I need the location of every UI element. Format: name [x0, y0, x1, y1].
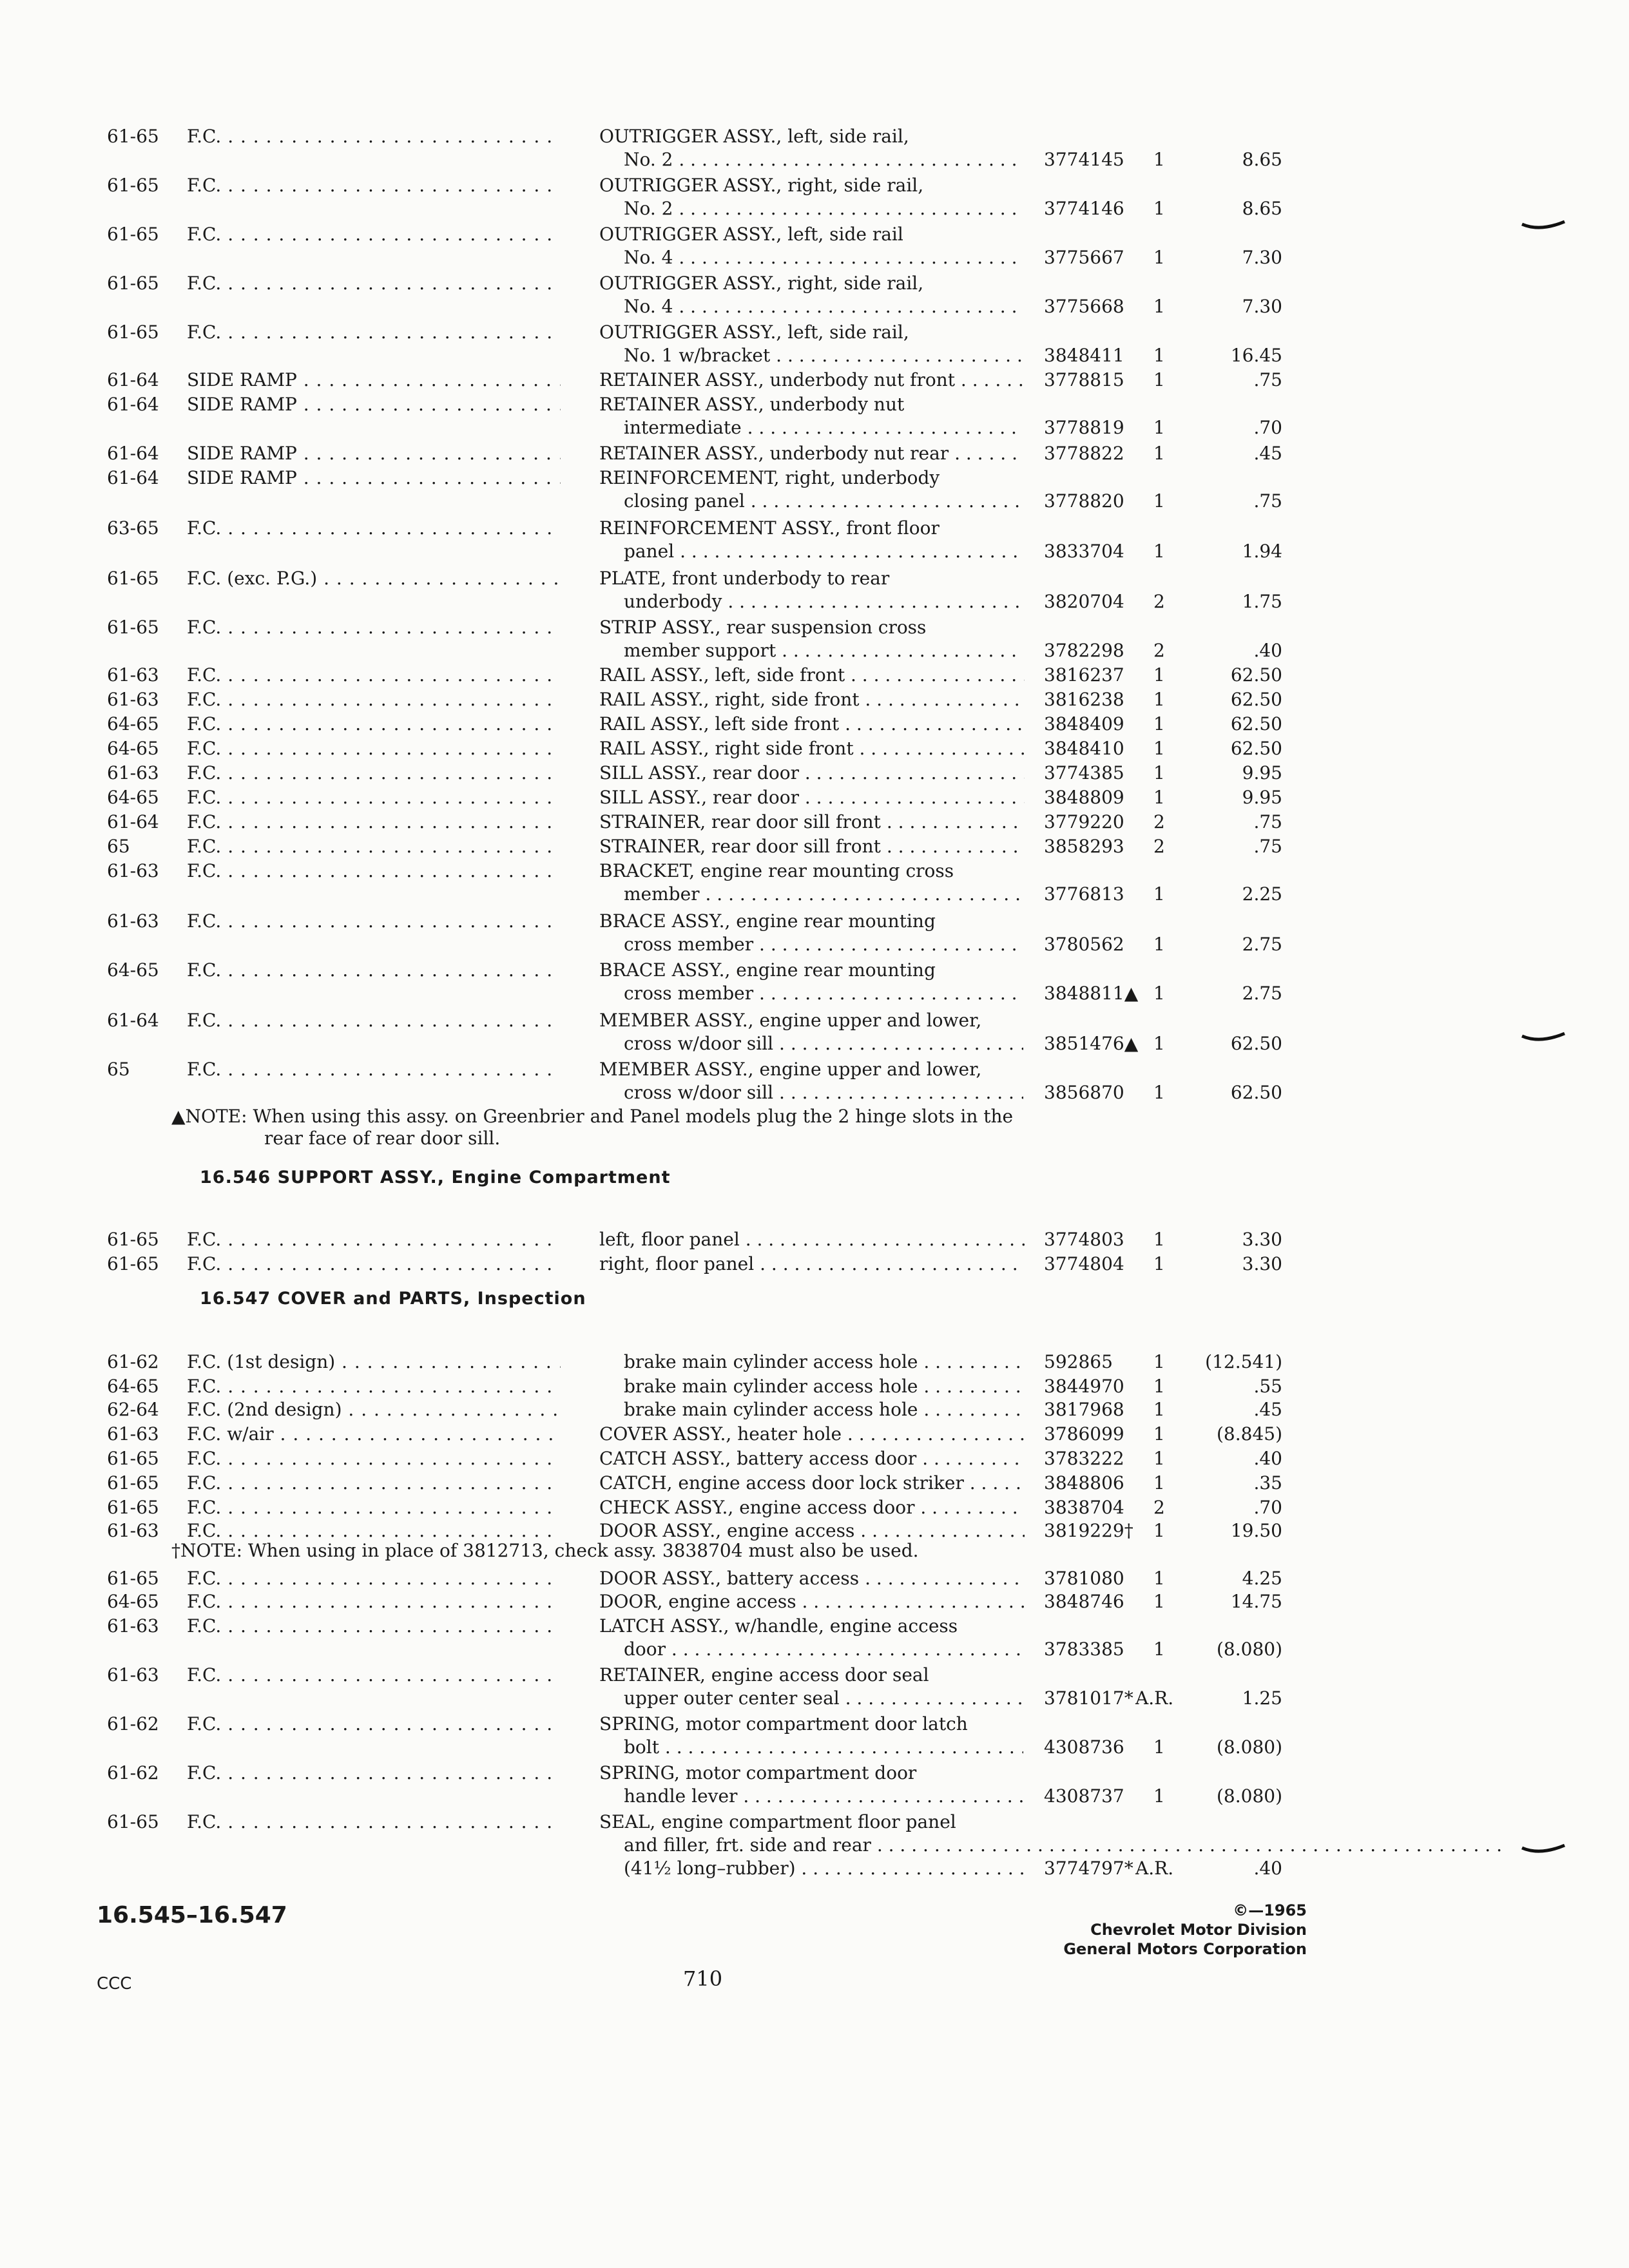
model-years: 65: [107, 1059, 130, 1080]
model-years: 61-65: [107, 273, 159, 294]
model-years: 61-64: [107, 811, 159, 832]
application: F.C. . . .: [187, 321, 561, 344]
description: CATCH, engine access door lock striker . . .: [599, 1472, 1025, 1495]
application: SIDE RAMP . . .: [187, 442, 561, 465]
price: .55: [1253, 1376, 1282, 1397]
part-number: 3776813: [1044, 883, 1124, 905]
application: F.C. (exc. P.G.) . . .: [187, 567, 561, 590]
description: brake main cylinder access hole . . .: [624, 1398, 1023, 1421]
quantity: 1: [1153, 369, 1165, 390]
part-number: 3778815: [1044, 369, 1124, 390]
description-cont: No. 4 . . .: [624, 246, 1023, 269]
description: STRAINER, rear door sill front . . .: [599, 811, 1025, 834]
part-number: 3774803: [1044, 1229, 1124, 1250]
price: 7.30: [1242, 296, 1282, 317]
description: STRIP ASSY., rear suspension cross: [599, 617, 927, 638]
part-number: 3778822: [1044, 443, 1124, 464]
model-years: 61-64: [107, 1010, 159, 1031]
quantity: A.R.: [1135, 1858, 1174, 1879]
description-cont: No. 1 w/bracket . . .: [624, 344, 1023, 367]
price: (8.080): [1216, 1785, 1282, 1807]
model-years: 64-65: [107, 959, 159, 981]
description: OUTRIGGER ASSY., right, side rail,: [599, 175, 924, 196]
quantity: 1: [1153, 738, 1165, 759]
quantity: 1: [1153, 247, 1165, 268]
application: F.C. . . .: [187, 174, 561, 197]
model-years: 61-65: [107, 1229, 159, 1250]
application: SIDE RAMP . . .: [187, 466, 561, 490]
quantity: 1: [1153, 1568, 1165, 1589]
model-years: 61-63: [107, 664, 159, 686]
part-number: 3819229†: [1044, 1520, 1133, 1541]
description: SEAL, engine compartment floor panel: [599, 1811, 956, 1832]
price: .35: [1253, 1472, 1282, 1494]
quantity: 1: [1153, 1639, 1165, 1660]
description-cont: cross member . . .: [624, 982, 1023, 1005]
price: 8.65: [1242, 198, 1282, 219]
model-years: 61-63: [107, 1615, 159, 1637]
description: RETAINER ASSY., underbody nut front . . .: [599, 369, 1025, 392]
description: brake main cylinder access hole . . .: [624, 1350, 1023, 1374]
description: MEMBER ASSY., engine upper and lower,: [599, 1010, 982, 1031]
price: (8.080): [1216, 1639, 1282, 1660]
model-years: 65: [107, 836, 130, 857]
description: DOOR ASSY., engine access . . .: [599, 1519, 1025, 1542]
application: F.C. . . .: [187, 762, 561, 785]
application: F.C. . . .: [187, 517, 561, 540]
description-cont: cross member . . .: [624, 933, 1023, 956]
footer-code: CCC: [97, 1974, 132, 1994]
price: .40: [1253, 640, 1282, 661]
application: F.C. . . .: [187, 959, 561, 982]
price: 62.50: [1230, 1033, 1282, 1054]
description-cont: closing panel . . .: [624, 490, 1023, 513]
application: F.C. . . .: [187, 1811, 561, 1834]
description: left, floor panel . . .: [599, 1228, 1025, 1251]
description: MEMBER ASSY., engine upper and lower,: [599, 1059, 982, 1080]
model-years: 64-65: [107, 787, 159, 808]
footer-copyright: ©—1965: [1233, 1901, 1307, 1919]
description-cont: handle lever . . .: [624, 1785, 1023, 1808]
model-years: 61-64: [107, 443, 159, 464]
model-years: 61-65: [107, 1253, 159, 1274]
quantity: 1: [1153, 1399, 1165, 1420]
model-years: 61-65: [107, 126, 159, 147]
model-years: 61-64: [107, 369, 159, 390]
description: DOOR, engine access . . .: [599, 1590, 1025, 1613]
application: F.C. . . .: [187, 1615, 561, 1638]
description-cont: cross w/door sill . . .: [624, 1032, 1023, 1055]
part-number: 3778819: [1044, 417, 1124, 438]
price: 2.75: [1242, 934, 1282, 955]
quantity: 2: [1153, 811, 1165, 832]
price: 14.75: [1230, 1591, 1282, 1612]
description-cont: cross w/door sill . . .: [624, 1081, 1023, 1104]
quantity: 1: [1153, 1423, 1165, 1445]
part-number: 3848809: [1044, 787, 1124, 808]
price: (12.541): [1205, 1351, 1282, 1372]
quantity: 1: [1153, 541, 1165, 562]
model-years: 64-65: [107, 1376, 159, 1397]
description: RETAINER ASSY., underbody nut rear . . .: [599, 442, 1025, 465]
margin-check-mark: [1521, 219, 1566, 232]
price: (8.080): [1216, 1736, 1282, 1758]
application: F.C. . . .: [187, 1519, 561, 1542]
quantity: 1: [1153, 1785, 1165, 1807]
description-cont: No. 2 . . .: [624, 148, 1023, 171]
section-heading-16-546: 16.546 SUPPORT ASSY., Engine Compartment: [200, 1168, 671, 1187]
model-years: 61-65: [107, 1448, 159, 1469]
description: REINFORCEMENT ASSY., front floor: [599, 517, 940, 539]
quantity: 1: [1153, 345, 1165, 366]
description-cont: bolt . . .: [624, 1736, 1023, 1759]
price: 3.30: [1242, 1229, 1282, 1250]
model-years: 61-63: [107, 762, 159, 783]
quantity: 1: [1153, 983, 1165, 1004]
description: OUTRIGGER ASSY., left, side rail,: [599, 126, 909, 147]
model-years: 61-62: [107, 1762, 159, 1783]
model-years: 61-65: [107, 1497, 159, 1518]
price: 3.30: [1242, 1253, 1282, 1274]
application: F.C. . . .: [187, 616, 561, 639]
application: F.C. . . .: [187, 1375, 561, 1398]
application: F.C. . . .: [187, 1253, 561, 1276]
price: 1.75: [1242, 591, 1282, 612]
price: 1.94: [1242, 541, 1282, 562]
part-number: 3781017*: [1044, 1687, 1133, 1709]
quantity: 1: [1153, 1376, 1165, 1397]
description: OUTRIGGER ASSY., right, side rail,: [599, 273, 924, 294]
part-number: 3783385: [1044, 1639, 1124, 1660]
quantity: 1: [1153, 934, 1165, 955]
part-number: 3848409: [1044, 713, 1124, 735]
model-years: 61-62: [107, 1713, 159, 1735]
price: 62.50: [1230, 1082, 1282, 1103]
part-number: 3833704: [1044, 541, 1124, 562]
price: .70: [1253, 417, 1282, 438]
part-number: 3781080: [1044, 1568, 1124, 1589]
part-number: 3774804: [1044, 1253, 1124, 1274]
part-number: 3780562: [1044, 934, 1124, 955]
model-years: 61-64: [107, 394, 159, 415]
part-number: 3782298: [1044, 640, 1124, 661]
price: .45: [1253, 1399, 1282, 1420]
model-years: 61-65: [107, 568, 159, 589]
part-number: 3786099: [1044, 1423, 1124, 1445]
description: right, floor panel . . .: [599, 1253, 1025, 1276]
part-number: 3858293: [1044, 836, 1124, 857]
description: CATCH ASSY., battery access door . . .: [599, 1447, 1025, 1470]
description-cont: No. 4 . . .: [624, 295, 1023, 318]
application: F.C. . . .: [187, 910, 561, 933]
application: F.C. . . .: [187, 1567, 561, 1590]
description: BRACE ASSY., engine rear mounting: [599, 910, 936, 932]
price: .75: [1253, 369, 1282, 390]
description-cont: upper outer center seal . . .: [624, 1687, 1023, 1710]
model-years: 61-62: [107, 1351, 159, 1372]
application: F.C. . . .: [187, 1472, 561, 1495]
price: 62.50: [1230, 738, 1282, 759]
quantity: 1: [1153, 1253, 1165, 1274]
application: F.C. . . .: [187, 1713, 561, 1736]
application: F.C. . . .: [187, 688, 561, 711]
part-number: 4308737: [1044, 1785, 1124, 1807]
part-number: 3848811▲: [1044, 983, 1139, 1004]
part-number: 3783222: [1044, 1448, 1124, 1469]
description: SILL ASSY., rear door . . .: [599, 786, 1025, 809]
quantity: 1: [1153, 762, 1165, 783]
description-cont: No. 2 . . .: [624, 197, 1023, 220]
description: RETAINER ASSY., underbody nut: [599, 394, 905, 415]
description: STRAINER, rear door sill front . . .: [599, 835, 1025, 858]
part-number: 3775667: [1044, 247, 1124, 268]
application: F.C. . . .: [187, 1664, 561, 1687]
part-number: 3851476▲: [1044, 1033, 1139, 1054]
description: OUTRIGGER ASSY., left, side rail: [599, 224, 903, 245]
description-cont: door . . .: [624, 1638, 1023, 1661]
price: 7.30: [1242, 247, 1282, 268]
part-number: 3778820: [1044, 490, 1124, 512]
note-hinge-slots: ▲NOTE: When using this assy. on Greenbrier and Panel models plug the 2 hinge slots in the rear face of rear door sill.: [171, 1106, 1014, 1149]
price: (8.845): [1216, 1423, 1282, 1445]
model-years: 61-65: [107, 1472, 159, 1494]
application: SIDE RAMP . . .: [187, 369, 561, 392]
application: F.C. (2nd design) . . .: [187, 1398, 561, 1421]
price: 4.25: [1242, 1568, 1282, 1589]
model-years: 61-63: [107, 860, 159, 881]
part-number: 3774797*: [1044, 1858, 1133, 1879]
quantity: 1: [1153, 1472, 1165, 1494]
quantity: 2: [1153, 640, 1165, 661]
model-years: 63-65: [107, 517, 159, 539]
description: RAIL ASSY., left, side front . . .: [599, 664, 1025, 687]
footer-corporation: General Motors Corporation: [1063, 1940, 1307, 1958]
part-number: 3838704: [1044, 1497, 1124, 1518]
description: BRACKET, engine rear mounting cross: [599, 860, 954, 881]
quantity: 1: [1153, 1229, 1165, 1250]
model-years: 64-65: [107, 738, 159, 759]
quantity: 1: [1153, 198, 1165, 219]
model-years: 61-63: [107, 1664, 159, 1686]
footer-publisher: [1063, 1901, 1307, 1959]
section-heading-16-547: 16.547 COVER and PARTS, Inspection: [200, 1289, 586, 1309]
application: F.C. . . .: [187, 1228, 561, 1251]
description-cont: intermediate . . .: [624, 416, 1023, 439]
quantity: 1: [1153, 1033, 1165, 1054]
application: F.C. . . .: [187, 860, 561, 883]
description: BRACE ASSY., engine rear mounting: [599, 959, 936, 981]
description-cont: member . . .: [624, 883, 1023, 906]
price: 9.95: [1242, 762, 1282, 783]
application: F.C. . . .: [187, 1009, 561, 1032]
model-years: 61-65: [107, 322, 159, 343]
model-years: 64-65: [107, 713, 159, 735]
description: RETAINER, engine access door seal: [599, 1664, 929, 1686]
quantity: 1: [1153, 490, 1165, 512]
margin-check-mark: [1521, 1031, 1566, 1044]
quantity: 1: [1153, 713, 1165, 735]
model-years: 61-65: [107, 1811, 159, 1832]
quantity: 2: [1153, 1497, 1165, 1518]
quantity: 1: [1153, 1520, 1165, 1541]
price: .75: [1253, 836, 1282, 857]
application: F.C. . . .: [187, 713, 561, 736]
description-cont: panel . . .: [624, 540, 1023, 563]
model-years: 61-64: [107, 467, 159, 488]
page-number: 710: [683, 1966, 723, 1991]
quantity: 1: [1153, 689, 1165, 710]
price: 9.95: [1242, 787, 1282, 808]
application: F.C. . . .: [187, 664, 561, 687]
application: F.C. . . .: [187, 835, 561, 858]
price: .45: [1253, 443, 1282, 464]
description: COVER ASSY., heater hole . . .: [599, 1423, 1025, 1446]
price: .75: [1253, 490, 1282, 512]
part-number: 3779220: [1044, 811, 1124, 832]
price: .40: [1253, 1448, 1282, 1469]
description-cont: and filler, frt. side and rear . . .: [624, 1834, 1502, 1857]
part-number: 3817968: [1044, 1399, 1124, 1420]
description: SPRING, motor compartment door: [599, 1762, 917, 1783]
part-number: 3848746: [1044, 1591, 1124, 1612]
application: F.C. . . .: [187, 786, 561, 809]
application: F.C. . . .: [187, 1762, 561, 1785]
quantity: 1: [1153, 787, 1165, 808]
application: SIDE RAMP . . .: [187, 393, 561, 416]
model-years: 61-63: [107, 910, 159, 932]
application: F.C. . . .: [187, 1447, 561, 1470]
footer-division: Chevrolet Motor Division: [1090, 1921, 1307, 1939]
price: 1.25: [1242, 1687, 1282, 1709]
price: 2.75: [1242, 983, 1282, 1004]
quantity: 1: [1153, 664, 1165, 686]
description: DOOR ASSY., battery access . . .: [599, 1567, 1025, 1590]
part-number: 3774145: [1044, 149, 1124, 170]
quantity: 1: [1153, 296, 1165, 317]
description: SPRING, motor compartment door latch: [599, 1713, 968, 1735]
description-cont: (41½ long–rubber) . . .: [624, 1857, 1023, 1880]
application: F.C. . . .: [187, 223, 561, 246]
price: 62.50: [1230, 689, 1282, 710]
margin-check-mark: [1521, 1843, 1566, 1856]
part-number: 3774146: [1044, 198, 1124, 219]
quantity: 1: [1153, 417, 1165, 438]
model-years: 61-65: [107, 224, 159, 245]
description: PLATE, front underbody to rear: [599, 568, 890, 589]
description-cont: member support . . .: [624, 639, 1023, 662]
price: 2.25: [1242, 883, 1282, 905]
description: LATCH ASSY., w/handle, engine access: [599, 1615, 958, 1637]
model-years: 64-65: [107, 1591, 159, 1612]
part-number: 3816238: [1044, 689, 1124, 710]
description: SILL ASSY., rear door . . .: [599, 762, 1025, 785]
model-years: 61-65: [107, 617, 159, 638]
description: brake main cylinder access hole . . .: [624, 1375, 1023, 1398]
application: F.C. . . .: [187, 737, 561, 760]
description-cont: underbody . . .: [624, 590, 1023, 613]
quantity: 2: [1153, 591, 1165, 612]
model-years: 61-63: [107, 1520, 159, 1541]
price: .40: [1253, 1858, 1282, 1879]
application: F.C. . . .: [187, 1496, 561, 1519]
application: F.C. . . .: [187, 1590, 561, 1613]
part-number: 3774385: [1044, 762, 1124, 783]
application: F.C. . . .: [187, 125, 561, 148]
part-number: 3775668: [1044, 296, 1124, 317]
description: CHECK ASSY., engine access door . . .: [599, 1496, 1025, 1519]
application: F.C. w/air . . .: [187, 1423, 561, 1446]
description: REINFORCEMENT, right, underbody: [599, 467, 940, 488]
note-check-assy: †NOTE: When using in place of 3812713, check assy. 3838704 must also be used.: [171, 1540, 919, 1561]
application: F.C. (1st design) . . .: [187, 1350, 561, 1374]
model-years: 61-65: [107, 1568, 159, 1589]
quantity: 1: [1153, 1082, 1165, 1103]
footer-section-range: 16.545–16.547: [97, 1902, 287, 1928]
model-years: 62-64: [107, 1399, 159, 1420]
quantity: 2: [1153, 836, 1165, 857]
part-number: 592865: [1044, 1351, 1113, 1372]
application: F.C. . . .: [187, 1058, 561, 1081]
quantity: 1: [1153, 883, 1165, 905]
price: 62.50: [1230, 664, 1282, 686]
part-number: 3848410: [1044, 738, 1124, 759]
part-number: 3816237: [1044, 664, 1124, 686]
model-years: 61-65: [107, 175, 159, 196]
price: .70: [1253, 1497, 1282, 1518]
price: 16.45: [1230, 345, 1282, 366]
application: F.C. . . .: [187, 811, 561, 834]
description: OUTRIGGER ASSY., left, side rail,: [599, 322, 909, 343]
part-number: 3844970: [1044, 1376, 1124, 1397]
application: F.C. . . .: [187, 272, 561, 295]
quantity: 1: [1153, 1591, 1165, 1612]
part-number: 4308736: [1044, 1736, 1124, 1758]
price: 19.50: [1230, 1520, 1282, 1541]
part-number: 3848806: [1044, 1472, 1124, 1494]
quantity: A.R.: [1135, 1687, 1174, 1709]
quantity: 1: [1153, 1351, 1165, 1372]
model-years: 61-63: [107, 689, 159, 710]
part-number: 3856870: [1044, 1082, 1124, 1103]
quantity: 1: [1153, 149, 1165, 170]
price: 8.65: [1242, 149, 1282, 170]
part-number: 3820704: [1044, 591, 1124, 612]
description: RAIL ASSY., left side front . . .: [599, 713, 1025, 736]
part-number: 3848411: [1044, 345, 1124, 366]
quantity: 1: [1153, 1448, 1165, 1469]
quantity: 1: [1153, 1736, 1165, 1758]
model-years: 61-63: [107, 1423, 159, 1445]
quantity: 1: [1153, 443, 1165, 464]
price: .75: [1253, 811, 1282, 832]
description: RAIL ASSY., right side front . . .: [599, 737, 1025, 760]
price: 62.50: [1230, 713, 1282, 735]
description: RAIL ASSY., right, side front . . .: [599, 688, 1025, 711]
